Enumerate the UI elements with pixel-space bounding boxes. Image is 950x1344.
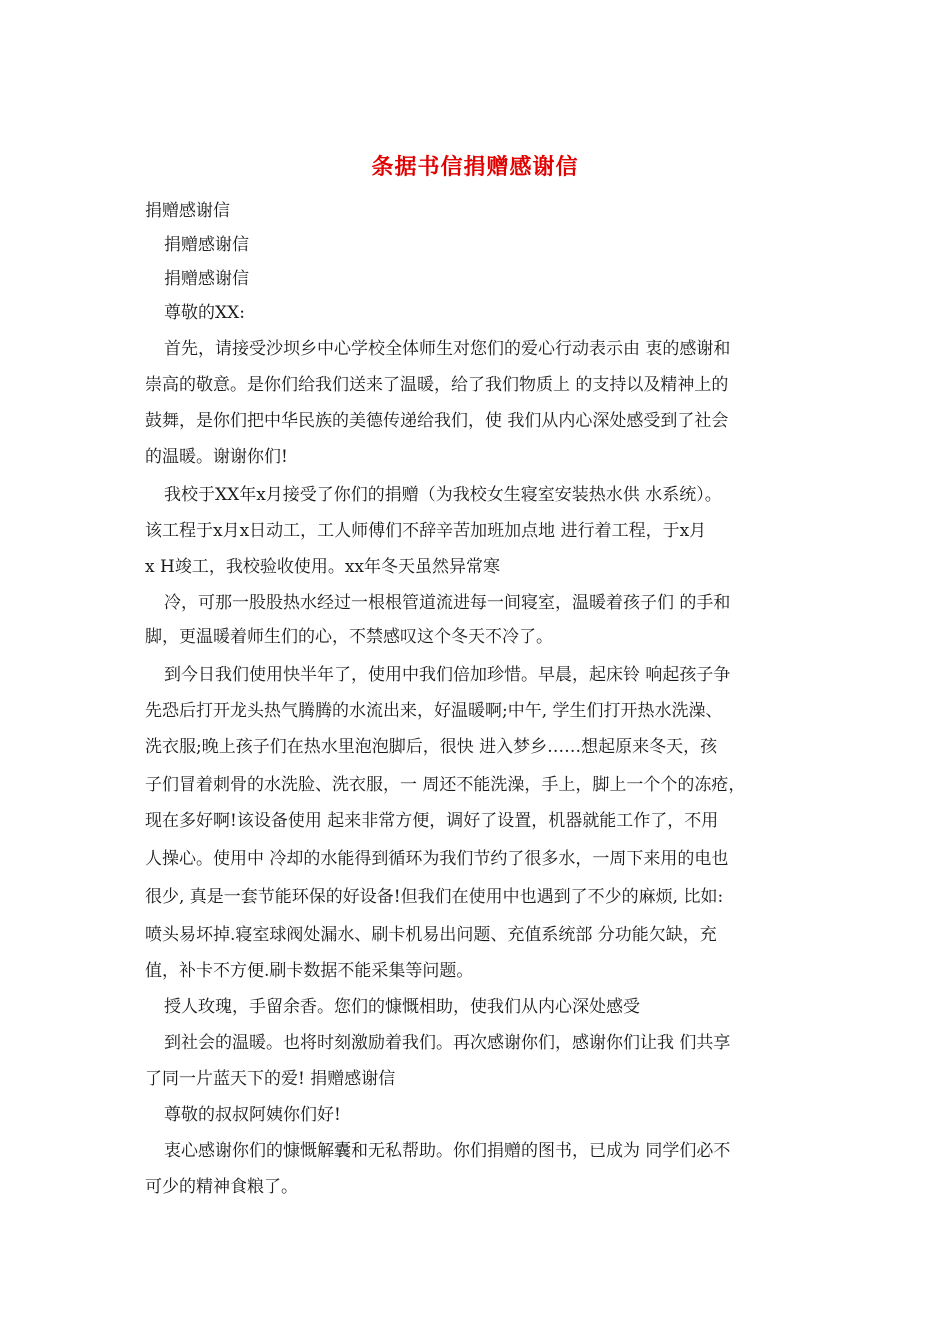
text-line: 捐赠感谢信 [164, 235, 249, 255]
text-line: 冷，可那一股股热水经过一根根管道流进每一间寝室，温暖着孩子们 的手和 [164, 593, 731, 613]
text-line: 衷心感谢你们的慷慨解囊和无私帮助。你们捐赠的图书，已成为 同学们必不 [164, 1141, 731, 1161]
text-line: 脚，更温暖着师生们的心，不禁感叹这个冬天不冷了。 [145, 627, 553, 647]
text-line: 该工程于x月x日动工，工人师傅们不辞辛苦加班加点地 进行着工程，于x月 [145, 521, 707, 541]
text-line: 到社会的温暖。也将时刻激励着我们。再次感谢你们，感谢你们让我 们共享 [164, 1033, 731, 1053]
text-line: 现在多好啊!该设备使用 起来非常方便，调好了设置，机器就能工作了，不用 [145, 811, 719, 831]
text-line: 子们冒着刺骨的水洗脸、洗衣服，一 周还不能洗澡，手上，脚上一个个的冻疮， [145, 775, 746, 795]
text-line: 捐赠感谢信 [164, 269, 249, 289]
text-line: 捐赠感谢信 [145, 201, 230, 221]
text-line: 崇高的敬意。是你们给我们送来了温暖，给了我们物质上 的支持以及精神上的 [145, 375, 729, 395]
document-title: 条据书信捐赠感谢信 [371, 154, 579, 180]
text-line: 了同一片蓝天下的爱! 捐赠感谢信 [145, 1069, 396, 1089]
text-line: 喷头易坏掉.寝室球阀处漏水、刷卡机易出问题、充值系统部 分功能欠缺，充 [145, 925, 717, 945]
text-line: 可少的精神食粮了。 [145, 1177, 298, 1197]
text-line: 先恐后打开龙头热气腾腾的水流出来，好温暖啊;中午, 学生们打开热水洗澡、 [145, 701, 723, 721]
text-line: 尊敬的XX: [164, 303, 245, 323]
text-line: 的温暖。谢谢你们! [145, 447, 288, 467]
text-line: x H竣工，我校验收使用。xx年冬天虽然异常寒 [145, 557, 500, 577]
text-line: 到今日我们使用快半年了，使用中我们倍加珍惜。早晨，起床铃 响起孩子争 [164, 665, 731, 685]
text-line: 首先，请接受沙坝乡中心学校全体师生对您们的爱心行动表示由 衷的感谢和 [164, 339, 731, 359]
text-line: 鼓舞，是你们把中华民族的美德传递给我们，使 我们从内心深处感受到了社会 [145, 411, 729, 431]
text-line: 尊敬的叔叔阿姨你们好! [164, 1105, 341, 1125]
text-line: 值，补卡不方便.刷卡数据不能采集等问题。 [145, 961, 474, 981]
text-line: 很少, 真是一套节能环保的好设备!但我们在使用中也遇到了不少的麻烦, 比如: [145, 887, 724, 907]
text-line: 洗衣服;晚上孩子们在热水里泡泡脚后，很快 进入梦乡……想起原来冬天，孩 [145, 737, 718, 757]
text-line: 人操心。使用中 冷却的水能得到循环为我们节约了很多水，一周下来用的电也 [145, 849, 729, 869]
text-line: 我校于XX年x月接受了你们的捐赠（为我校女生寝室安装热水供 水系统）。 [164, 485, 722, 505]
text-line: 授人玫瑰，手留余香。您们的慷慨相助，使我们从内心深处感受 [164, 997, 640, 1017]
